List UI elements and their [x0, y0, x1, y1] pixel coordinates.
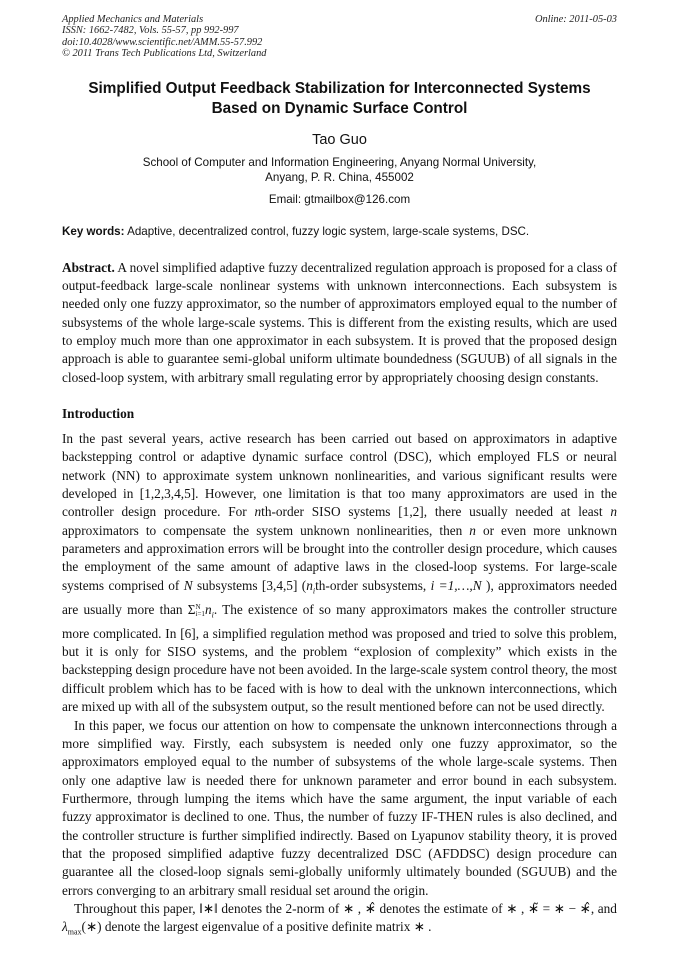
math-n-i: n	[306, 577, 313, 593]
sum-upper-limit: N	[195, 602, 201, 611]
author-name: Tao Guo	[312, 131, 367, 148]
math-n: n	[204, 601, 212, 617]
keywords-text: Adaptive, decentralized control, fuzzy logic system, large-scale systems, DSC.	[124, 224, 530, 238]
math-tilde-equation: ∗̃ = ∗ − ∗̂	[527, 900, 591, 916]
math-subscript-max: max	[67, 927, 82, 937]
keywords	[62, 224, 617, 239]
author-email: Email: gtmailbox@126.com	[268, 192, 411, 206]
text-run: th-order subsystems,	[315, 577, 431, 593]
math-star: ∗	[342, 900, 355, 916]
math-star: ∗	[506, 900, 518, 916]
affiliation-line-1: School of Computer and Information Engineering, Anyang Normal University,	[142, 155, 537, 169]
title-line-2: Based on Dynamic Surface Control	[211, 99, 468, 117]
text-run: ,	[354, 900, 365, 916]
text-run: subsystems [3,4,5] (	[192, 577, 307, 593]
text-run: denotes the estimate of	[375, 900, 507, 916]
math-subscript: i	[312, 586, 316, 596]
title-line-1: Simplified Output Feedback Stabilization for Interconnected Systems	[88, 79, 591, 97]
paper-page	[62, 14, 617, 942]
online-date: Online: 2011-05-03	[534, 14, 617, 25]
text-run: or even more unknown parameters and approximation errors will be brought into the controller design procedure, which causes the employment of the same amount of adaptive laws in the closed-loop systems. For large-scale systems comprised of	[62, 522, 617, 593]
abstract-label: Abstract.	[62, 259, 115, 275]
journal-name: Applied Mechanics and Materials	[62, 14, 204, 25]
text-run: ), approximators needed are usually more than	[62, 577, 617, 617]
math-n: n	[469, 522, 476, 538]
math-n: n	[254, 504, 262, 520]
text-run: ,	[517, 900, 528, 916]
math-summation	[187, 601, 214, 620]
abstract-text: A novel simplified adaptive fuzzy decentralized regulation approach is proposed for a class of output-feedback large-scale nonlinear systems with unknown interconnections. Each subsystem is needed only one fuzzy approximator, so the number of approximators employed equal to the number of subsystems of the whole large-scale systems. This is different from the existing results, which are used to employ much more than one approximator in each subsystem. It is proved that the proposed design approach is able to guarantee semi-global uniform ultimate boundedness (SGUUB) of all signals in the closed-loop system, with arbitrary small regulating error by appropriately choosing design constants.	[62, 259, 617, 385]
text-run: , and	[590, 900, 617, 916]
text-run: .	[424, 919, 432, 935]
math-lambda: λ	[62, 919, 68, 935]
text-run: approximators to compensate the system unknown nonlinearities, then	[62, 522, 470, 538]
text-run: In the past several years, active research has been carried out based on approximators in adaptive backstepping control or adaptive dynamic surface control (DSC), which employed FLS or neural network (NN) to approximate system unknown nonlinearities, and various significant results were developed in [1,2,3,4,5]. However, one limitation is that too many approximators are used in the controller design procedure. For	[62, 431, 617, 520]
journal-copyright: © 2011 Trans Tech Publications Ltd, Switzerland	[62, 48, 267, 60]
sigma-symbol: Σ	[187, 601, 196, 617]
math-N: N	[183, 577, 193, 593]
text-run: Throughout this paper,	[74, 900, 200, 916]
text-run: . The existence of so many approximators makes the controller structure more complicated. In [6], a simplified regulation method was proposed and tried to solve this problem, but it is only for SISO systems, and the problem “explosion of complexity” which exists in the backstepping design procedure have not been avoided. In the large-scale system control theory, the most difficult problem which has to be faced with is how to deal with the unknown interconnections, which are mixed up with all of the subsystem output, so the result mentioned before can not be used directly.	[62, 601, 618, 715]
journal-header	[62, 14, 617, 60]
journal-issn: ISSN: 1662-7482, Vols. 55-57, pp 992-997	[62, 25, 239, 37]
math-n: n	[610, 504, 617, 520]
sum-lower-limit: i=1	[195, 609, 205, 618]
math-index-range: i =1,…,N	[430, 577, 482, 593]
section-heading-introduction: Introduction	[62, 406, 135, 422]
intro-paragraph-1	[62, 430, 617, 716]
affiliation	[62, 155, 617, 186]
math-star: ∗	[413, 919, 425, 935]
affiliation-line-2: Anyang, P. R. China, 455002	[265, 171, 414, 185]
text-run: denotes the 2-norm of	[217, 900, 343, 916]
text-run: th-order SISO systems [1,2], there usually needed at least	[261, 504, 611, 520]
math-norm: ‖∗‖	[199, 900, 218, 916]
math-argument: (∗)	[81, 919, 102, 935]
abstract	[62, 259, 617, 387]
math-star-hat: ∗̂	[364, 900, 376, 916]
intro-paragraph-3	[62, 900, 617, 942]
journal-doi: doi:10.4028/www.scientific.net/AMM.55-57.992	[62, 36, 263, 48]
keywords-label: Key words:	[62, 224, 125, 238]
text-run: denote the largest eigenvalue of a positive definite matrix	[101, 919, 414, 935]
paper-title	[62, 79, 617, 119]
intro-paragraph-2: In this paper, we focus our attention on how to compensate the unknown interconnections through a more simplified way. Firstly, each subsystem is needed only one fuzzy approximator, so the approximators employed equal to the number of subsystems of the whole large-scale systems. Then only one adaptive law is needed there for unknown parameter and error bound in each subsystem. Furthermore, through lumping the items which have the same argument, the input variable of each fuzzy approximator is declined to one. Thus, the number of fuzzy IF-THEN rules is also declined, and the controller structure is further simplified indirectly. Based on Lyapunov stability theory, it is proved that the proposed simplified adaptive fuzzy decentralized DSC (AFDDSC) design procedure can guarantee all the closed-loop signals semi-globally uniformly ultimately bounded (SGUUB) and the errors converging to an arbitrary small residual set around the origin.	[62, 717, 617, 898]
math-subscript: i	[211, 610, 214, 620]
